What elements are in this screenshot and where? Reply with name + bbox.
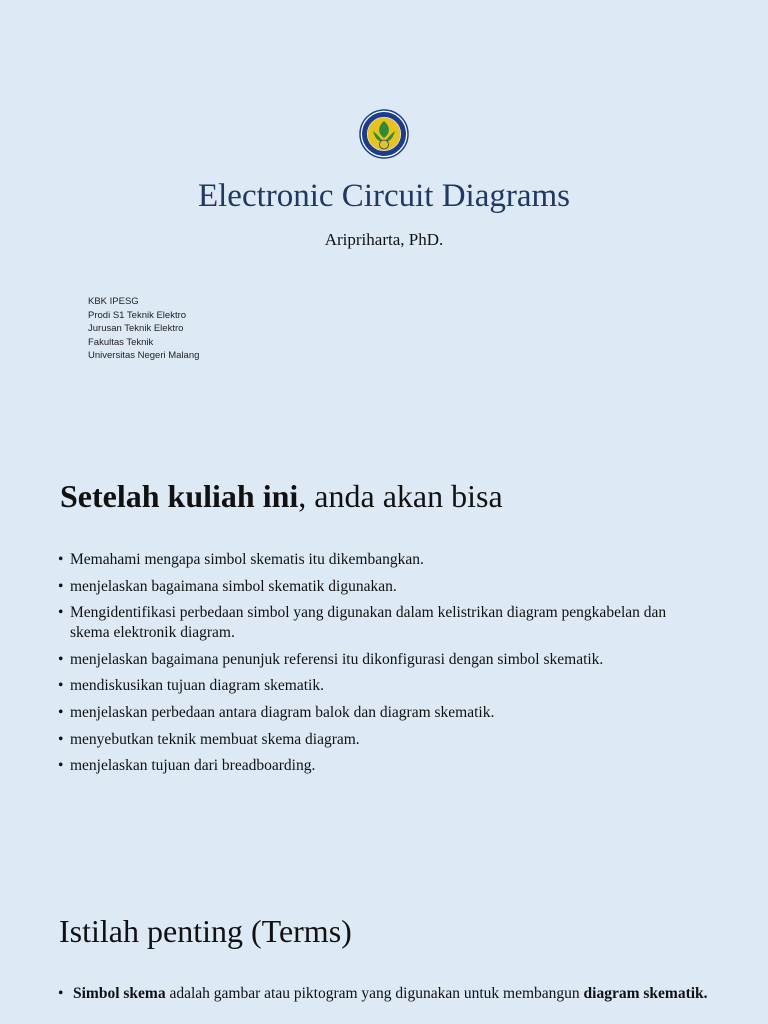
list-item: • mendiskusikan tujuan diagram skematik. [58, 676, 698, 696]
objectives-heading-rest: , anda akan bisa [298, 478, 503, 514]
list-item: • menjelaskan tujuan dari breadboarding. [58, 756, 698, 776]
term-name: Simbol skema [73, 985, 166, 1002]
affiliation-line: Universitas Negeri Malang [88, 350, 200, 362]
affiliation-line: Jurusan Teknik Elektro [88, 323, 184, 335]
list-item: • menjelaskan perbedaan antara diagram balok dan diagram skematik. [58, 703, 698, 723]
terms-heading: Istilah penting (Terms) [59, 913, 352, 949]
university-seal-icon [359, 109, 409, 159]
objectives-heading-bold: Setelah kuliah ini [60, 478, 299, 514]
title-slide [0, 0, 768, 430]
list-item [58, 984, 718, 1003]
list-item: • menjelaskan bagaimana simbol skematik digunakan. [58, 577, 698, 597]
list-item: • Mengidentifikasi perbedaan simbol yang digunakan dalam kelistrikan diagram pengkabelan dan skema elektronik diagram. [58, 603, 698, 642]
list-item: • Memahami mengapa simbol skematis itu dikembangkan. [58, 550, 698, 570]
objectives-heading [60, 478, 503, 515]
affiliation-block [88, 295, 199, 363]
affiliation-line: Prodi S1 Teknik Elektro [88, 309, 187, 321]
presentation-title: Electronic Circuit Diagrams [197, 178, 571, 214]
term-definition-bold: diagram skematik. [583, 985, 708, 1002]
term-definition: adalah gambar atau piktogram yang digunakan untuk membangun [165, 985, 584, 1002]
list-item: • menjelaskan bagaimana penunjuk referensi itu dikonfigurasi dengan simbol skematik. [58, 650, 698, 670]
affiliation-line: KBK IPESG [88, 296, 139, 307]
author-name: Aripriharta, PhD. [324, 230, 444, 249]
terms-list [58, 984, 718, 1003]
affiliation-line: Fakultas Teknik [88, 336, 154, 348]
objectives-list [58, 550, 698, 783]
list-item: • menyebutkan teknik membuat skema diagram. [58, 730, 698, 750]
